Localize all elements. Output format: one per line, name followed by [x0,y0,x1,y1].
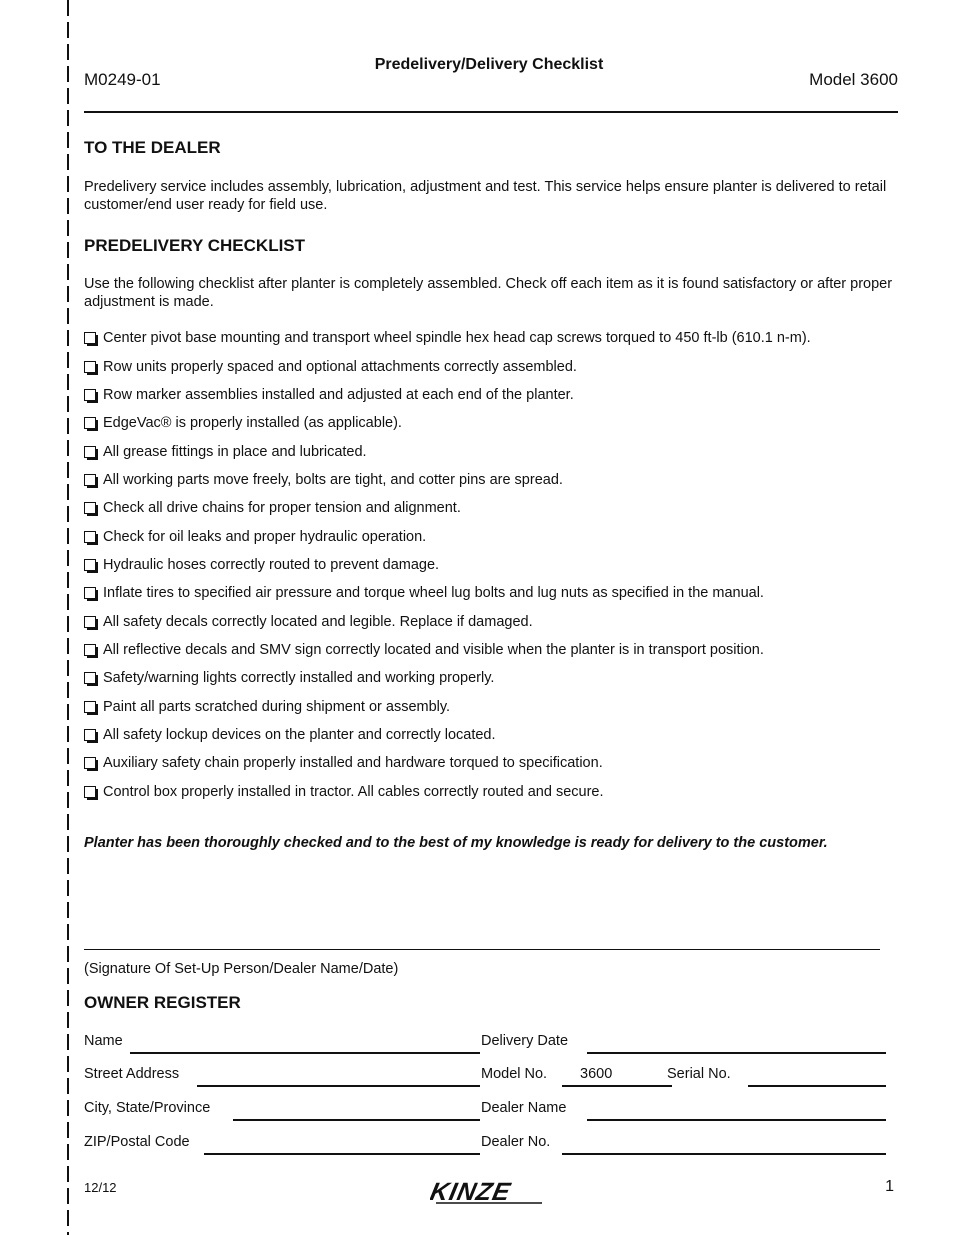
dealer-no-field[interactable] [562,1153,886,1155]
checklist-item[interactable]: Check all drive chains for proper tension and alignment. [84,494,904,522]
to-dealer-text: Predelivery service includes assembly, lubrication, adjustment and test. This service helps ensure planter is delivered to retail customer/end user ready for field use. [84,179,887,213]
dealer-no-label: Dealer No. [481,1134,551,1150]
model-label: Model 3600 [809,70,898,89]
page-number: 1 [885,1178,894,1195]
header-divider [84,111,898,113]
checklist-item[interactable]: Row units properly spaced and optional attachments correctly assembled. [84,352,904,380]
name-label: Name [84,1033,123,1049]
dealer-name-label: Dealer Name [481,1100,567,1116]
serial-no-field[interactable] [748,1085,886,1087]
checklist-item[interactable]: Paint all parts scratched during shipment or assembly. [84,692,904,720]
checklist-item[interactable]: Check for oil leaks and proper hydraulic operation. [84,522,904,550]
zip-label: ZIP/Postal Code [84,1134,190,1150]
to-dealer-heading: TO THE DEALER [84,138,221,157]
checklist-item[interactable]: Hydraulic hoses correctly routed to prevent damage. [84,551,904,579]
checklist-item[interactable]: Safety/warning lights correctly installed and working properly. [84,664,904,692]
serial-no-label: Serial No. [667,1066,731,1082]
checklist-item[interactable]: All working parts move freely, bolts are tight, and cotter pins are spread. [84,466,904,494]
predelivery-intro: Use the following checklist after planter is completely assembled. Check off each item as it is found satisfactory or after proper adjustment is made. [84,276,893,310]
kinze-logo [430,1176,552,1211]
signature-line[interactable] [84,949,880,950]
signature-caption: (Signature Of Set-Up Person/Dealer Name/Date) [84,961,399,977]
checklist-item[interactable]: All safety decals correctly located and legible. Replace if damaged. [84,607,904,635]
model-no-label: Model No. [481,1066,548,1082]
doc-number: M0249-01 [84,70,161,89]
checkbox[interactable] [84,587,96,599]
checkbox[interactable] [84,531,96,543]
predelivery-checklist [84,324,904,806]
delivery-date-label: Delivery Date [481,1033,569,1049]
checkbox[interactable] [84,361,96,373]
checkbox[interactable] [84,757,96,769]
page-title: Predelivery/Delivery Checklist [374,56,604,73]
city-state-field[interactable] [233,1119,480,1121]
city-state-label: City, State/Province [84,1100,211,1116]
checkbox[interactable] [84,502,96,514]
checklist-item[interactable]: EdgeVac® is properly installed (as applicable). [84,409,904,437]
street-address-field[interactable] [197,1085,480,1087]
checkbox[interactable] [84,786,96,798]
delivery-statement: Planter has been thoroughly checked and to the best of my knowledge is ready for delivery to the customer. [84,835,828,851]
checkbox[interactable] [84,389,96,401]
checkbox[interactable] [84,701,96,713]
checkbox[interactable] [84,644,96,656]
checkbox[interactable] [84,672,96,684]
checkbox[interactable] [84,474,96,486]
checkbox[interactable] [84,729,96,741]
checklist-item[interactable]: All safety lockup devices on the planter and correctly located. [84,721,904,749]
street-address-label: Street Address [84,1066,180,1082]
owner-register-heading: OWNER REGISTER [84,993,241,1012]
model-no-value: 3600 [580,1066,613,1082]
zip-field[interactable] [204,1153,480,1155]
checklist-item[interactable]: Row marker assemblies installed and adjusted at each end of the planter. [84,381,904,409]
checklist-item[interactable]: Center pivot base mounting and transport wheel spindle hex head cap screws torqued to 450 ft-lb (610.1 n-m). [84,324,904,352]
model-no-field[interactable] [562,1085,672,1087]
checkbox[interactable] [84,332,96,344]
checklist-item[interactable]: Inflate tires to specified air pressure and torque wheel lug bolts and lug nuts as specified in the manual. [84,579,904,607]
delivery-date-field[interactable] [587,1052,886,1054]
kinze-logo-text: KINZE [430,1178,514,1206]
checkbox[interactable] [84,417,96,429]
checkbox[interactable] [84,559,96,571]
name-field[interactable] [130,1052,480,1054]
checkbox[interactable] [84,616,96,628]
checklist-item[interactable]: All reflective decals and SMV sign correctly located and visible when the planter is in transport position. [84,636,904,664]
dealer-name-field[interactable] [587,1119,886,1121]
checkbox[interactable] [84,446,96,458]
checklist-item[interactable]: Control box properly installed in tractor. All cables correctly routed and secure. [84,778,904,806]
checklist-item[interactable]: All grease fittings in place and lubricated. [84,437,904,465]
checklist-item[interactable]: Auxiliary safety chain properly installed and hardware torqued to specification. [84,749,904,777]
predelivery-heading: PREDELIVERY CHECKLIST [84,236,306,255]
revision-date: 12/12 [84,1180,117,1195]
binding-margin-marks [67,0,69,1235]
